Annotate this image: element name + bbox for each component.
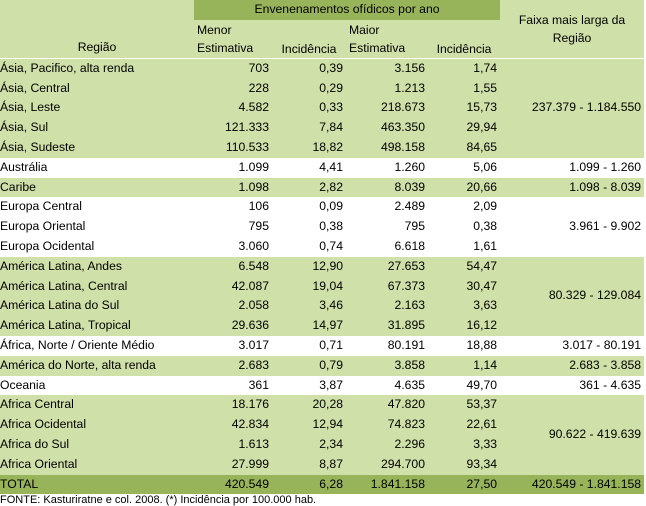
cell-maior: 1.260 [394,159,425,174]
cell-regiao: Africa Oriental [0,456,78,471]
cell-faixa: 361 - 4.635 [579,377,642,392]
cell-inc1: 7,84 [319,120,343,135]
cell-inc1: 0,33 [319,100,343,115]
cell-inc2: 1,74 [428,58,500,78]
cell-inc1: 0,79 [319,357,343,372]
cell-maior: 2.296 [394,436,425,451]
table-row [0,395,644,415]
cell-inc2: 30,47 [466,278,498,293]
cell-maior: 498.158 [380,139,425,154]
cell-maior: 8.039 [394,179,425,194]
cell-inc2: 2,09 [473,199,498,214]
cell-inc1: 0,39 [272,58,346,78]
total-inc2: 27,50 [466,476,498,491]
cell-menor: 42.834 [231,417,269,432]
total-label: TOTAL [0,476,39,491]
cell-menor: 1.098 [238,179,269,194]
cell-regiao: América do Norte, alta renda [0,357,156,372]
cell-regiao: América Latina, Andes [0,258,122,273]
cell-menor: 361 [248,377,269,392]
header-regiao: Região [0,0,194,58]
cell-inc2: 53,37 [466,397,498,412]
header-incidencia-1: Incidência [272,20,346,59]
cell-faixa: 2.683 - 3.858 [569,357,642,372]
cell-inc2: 18,88 [466,337,498,352]
cell-menor: 1.099 [238,159,269,174]
cell-inc1: 2,82 [319,179,343,194]
total-menor: 420.549 [224,476,269,491]
cell-inc2: 16,12 [466,318,498,333]
cell-maior: 27.653 [387,258,425,273]
cell-regiao: África, Norte / Oriente Médio [0,337,155,352]
cell-maior: 80.191 [387,337,425,352]
cell-maior: 4.635 [394,377,425,392]
header-maior-estimativa: Maior Estimativa [346,20,428,59]
cell-maior: 6.618 [394,238,425,253]
cell-inc1: 0,71 [319,337,343,352]
cell-faixa: 237.379 - 1.184.550 [500,58,644,157]
cell-maior: 2.163 [394,298,425,313]
cell-menor: 110.533 [225,139,269,154]
table-row [0,356,644,376]
total-faixa: 420.549 - 1.841.158 [531,476,642,491]
cell-maior: 47.820 [387,397,425,412]
header-incidencia-2: Incidência [428,20,500,59]
cell-inc1: 2,34 [319,436,343,451]
cell-menor: 228 [248,80,269,95]
footnote: FONTE: Kasturiratne e col. 2008. (*) Incidência por 100.000 hab. [0,494,317,506]
cell-regiao: Europa Central [0,199,82,214]
cell-inc1: 0,09 [319,199,343,214]
header-envenenamentos: Envenenamentos ofídicos por ano [194,0,500,20]
cell-menor: 2.683 [238,357,269,372]
cell-inc2: 1,61 [473,238,498,253]
cell-maior: 3.156 [346,58,428,78]
table-row [0,376,644,396]
cell-inc2: 1,14 [473,357,498,372]
total-maior: 1.841.158 [370,476,425,491]
cell-inc1: 20,28 [312,397,343,412]
cell-regiao: América Latina, Tropical [0,318,131,333]
cell-faixa: 3.017 - 80.191 [562,337,642,352]
cell-menor: 1.613 [238,436,269,451]
cell-menor: 2.058 [238,298,269,313]
cell-regiao: Caribe [0,179,36,194]
table-row [0,257,644,277]
cell-inc2: 3,33 [473,436,498,451]
cell-regiao: Ásia, Leste [0,100,61,115]
cell-regiao: Ásia, Sul [0,120,49,135]
cell-maior: 294.700 [380,456,425,471]
cell-inc2: 93,34 [466,456,498,471]
cell-inc1: 14,97 [312,318,343,333]
cell-inc2: 20,66 [466,179,498,194]
total-inc1: 6,28 [319,476,343,491]
header-menor-estimativa: Menor Estimativa [194,20,272,59]
table-row [0,158,644,178]
cell-faixa: 1.098 - 8.039 [569,179,642,194]
cell-regiao: Ásia, Sudeste [0,139,76,154]
cell-maior: 218.673 [380,100,425,115]
cell-inc2: 29,94 [466,120,498,135]
cell-regiao: Oceania [0,377,46,392]
cell-maior: 795 [404,219,425,234]
cell-regiao: Europa Oriental [0,219,86,234]
cell-menor: 3.060 [238,238,269,253]
cell-faixa: 90.622 - 419.639 [548,427,642,442]
cell-faixa: 1.099 - 1.260 [569,159,642,174]
cell-inc1: 0,74 [319,238,343,253]
table-row [0,58,644,78]
cell-regiao: América Latina, Central [0,278,128,293]
cell-regiao: Austrália [0,159,48,174]
cell-inc1: 0,29 [319,80,343,95]
cell-maior: 67.373 [387,278,425,293]
total-row [0,475,644,495]
cell-inc2: 0,38 [473,219,498,234]
cell-regiao: Africa Ocidental [0,417,87,432]
cell-regiao: América Latina do Sul [0,298,120,313]
cell-menor: 29.636 [231,318,269,333]
cell-inc2: 5,06 [473,159,498,174]
cell-inc1: 4,41 [319,159,343,174]
cell-maior: 1.213 [394,80,425,95]
cell-menor: 4.582 [238,100,269,115]
cell-maior: 31.895 [387,318,425,333]
cell-maior: 74.823 [387,417,425,432]
cell-inc2: 22,61 [466,417,498,432]
cell-menor: 3.017 [238,337,269,352]
cell-inc2: 84,65 [466,139,498,154]
cell-inc2: 1,55 [473,80,498,95]
cell-maior: 3.858 [394,357,425,372]
cell-maior: 2.489 [394,199,425,214]
header-row-1 [0,0,644,20]
cell-regiao: Africa do Sul [0,436,70,451]
header-faixa: Faixa mais larga da Região [500,0,644,58]
cell-inc2: 54,47 [466,258,498,273]
cell-inc2: 49,70 [466,377,498,392]
cell-menor: 27.999 [231,456,269,471]
cell-maior: 463.350 [380,120,425,135]
cell-inc2: 3,63 [473,298,498,313]
cell-menor: 795 [248,219,269,234]
cell-faixa: 80.329 - 129.084 [548,288,642,303]
cell-regiao: Ásia, Central [0,80,70,95]
table-row [0,197,644,217]
cell-inc1: 18,82 [312,139,343,154]
cell-inc1: 8,87 [319,456,343,471]
cell-regiao: Ásia, Pacifico, alta renda [0,58,194,78]
cell-regiao: Africa Central [0,397,74,412]
cell-inc1: 19,04 [312,278,343,293]
cell-menor: 18.176 [231,397,269,412]
cell-menor: 121.333 [224,120,269,135]
cell-menor: 106 [248,199,269,214]
cell-inc1: 3,87 [319,377,343,392]
cell-menor: 6.548 [238,258,269,273]
table-row [0,178,644,198]
cell-regiao: Europa Ocidental [0,238,95,253]
cell-inc1: 12,90 [312,258,343,273]
cell-inc1: 12,94 [312,417,343,432]
cell-menor: 42.087 [231,278,269,293]
cell-inc1: 0,38 [319,219,343,234]
cell-menor: 703 [194,58,272,78]
cell-inc1: 3,46 [319,298,343,313]
cell-inc2: 15,73 [466,100,498,115]
cell-faixa: 3.961 - 9.902 [569,219,642,234]
table-row [0,336,644,356]
